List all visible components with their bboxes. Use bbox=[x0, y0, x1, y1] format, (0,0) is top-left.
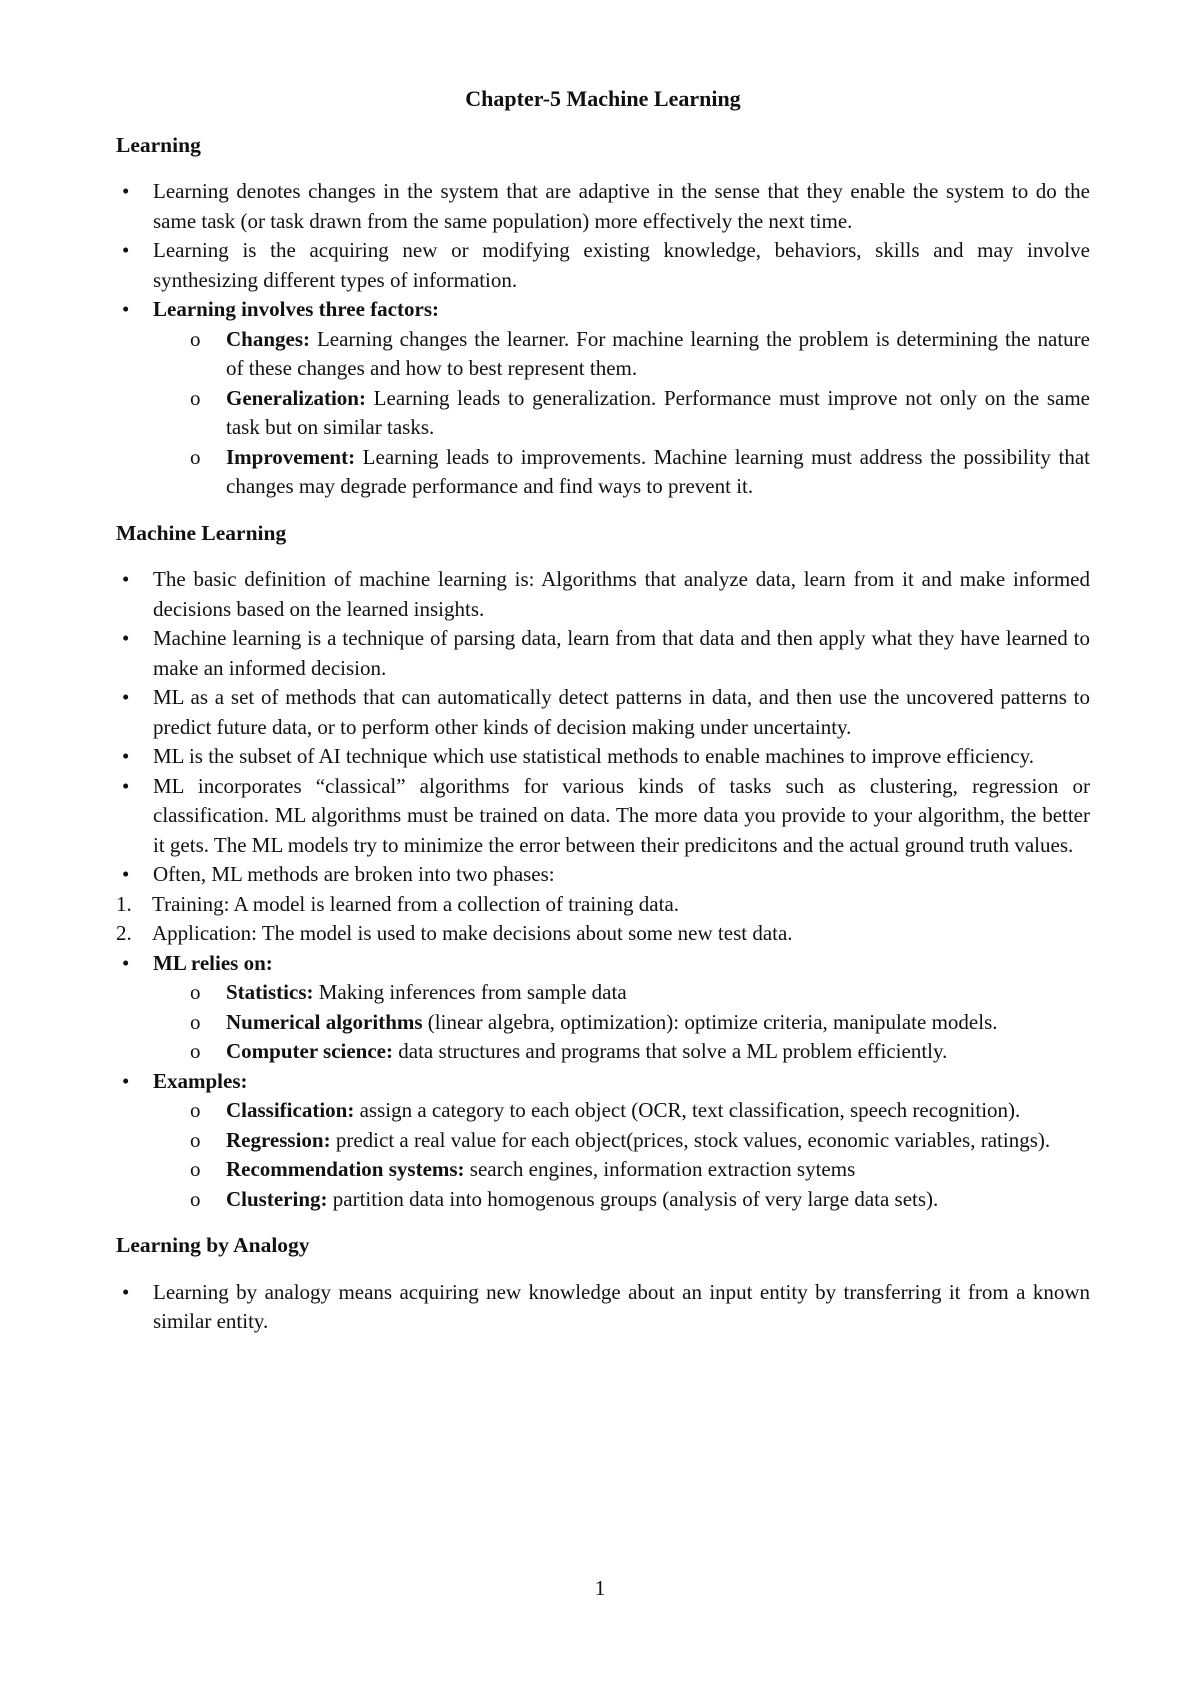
term: Numerical algorithms bbox=[226, 1009, 423, 1034]
sub-list-item bbox=[153, 1185, 1090, 1215]
term: Computer science: bbox=[226, 1039, 393, 1063]
term: Generalization: bbox=[226, 385, 366, 410]
relies-sublist bbox=[153, 978, 1090, 1067]
examples-label: Examples: bbox=[153, 1068, 248, 1093]
sub-list-item bbox=[153, 1096, 1090, 1126]
sub-list-item bbox=[153, 1155, 1090, 1185]
learning-bullet-list bbox=[116, 177, 1090, 502]
item-number: 2. bbox=[116, 921, 132, 945]
page-title: Chapter-5 Machine Learning bbox=[465, 86, 741, 111]
term: Statistics: bbox=[226, 980, 314, 1004]
list-item bbox=[116, 860, 1090, 949]
list-item: • The basic definition of machine learning is: Algorithms that analyze data, learn from it and make informed decisions based on the learned insights. bbox=[116, 565, 1090, 624]
term: Improvement: bbox=[226, 444, 356, 469]
factors-label: Learning involves three factors: bbox=[153, 297, 439, 321]
list-item: • ML as a set of methods that can automatically detect patterns in data, and then use the uncovered patterns to predict future data, or to perform other kinds of decision making under uncertainty. bbox=[116, 683, 1090, 742]
list-item: • ML incorporates “classical” algorithms for various kinds of tasks such as clustering, regression or classification. ML algorithms must be trained on data. The more data you provide to your algorithm, the better it gets. The ML models try to minimize the error between their predicitons and the actual ground truth values. bbox=[116, 772, 1090, 861]
list-item: • Learning denotes changes in the system that are adaptive in the sense that they enable the system to do the same task (or task drawn from the same population) more effectively the next time. bbox=[116, 177, 1090, 236]
sub-list-item bbox=[153, 1126, 1090, 1156]
sub-list-item bbox=[153, 1008, 1090, 1038]
item-number: 1. bbox=[116, 891, 132, 916]
term: Classification: bbox=[226, 1098, 355, 1122]
relies-label: ML relies on: bbox=[153, 950, 273, 975]
list-item: • Learning is the acquiring new or modifying existing knowledge, behaviors, skills and may involve synthesizing different types of information. bbox=[116, 236, 1090, 295]
examples-sublist bbox=[153, 1096, 1090, 1214]
numbered-item bbox=[116, 890, 1090, 920]
term: Regression: bbox=[226, 1127, 331, 1152]
definition: Learning leads to generalization. Performance must improve not only on the same task but on similar tasks. bbox=[226, 385, 1090, 439]
list-item bbox=[116, 1067, 1090, 1215]
phases-numbered-list bbox=[116, 890, 1090, 949]
page-number: 1 bbox=[594, 1576, 606, 1600]
numbered-item bbox=[116, 919, 1090, 949]
section-heading-learning-by-analogy: Learning by Analogy bbox=[116, 1233, 310, 1257]
list-item: • Learning by analogy means acquiring new knowledge about an input entity by transferring it from a known similar entity. bbox=[116, 1278, 1090, 1337]
list-item: • Machine learning is a technique of parsing data, learn from that data and then apply what they have learned to make an informed decision. bbox=[116, 624, 1090, 683]
definition: Learning leads to improvements. Machine learning must address the possibility that changes may degrade performance and find ways to prevent it. bbox=[226, 444, 1090, 498]
sub-list-item bbox=[153, 1037, 1090, 1067]
item-text: Training: A model is learned from a collection of training data. bbox=[152, 891, 680, 916]
definition: Making inferences from sample data bbox=[313, 980, 627, 1004]
item-text: Application: The model is used to make decisions about some new test data. bbox=[152, 921, 793, 945]
definition: (linear algebra, optimization): optimize criteria, manipulate models. bbox=[422, 1009, 998, 1034]
definition: data structures and programs that solve a ML problem efficiently. bbox=[393, 1039, 948, 1063]
section-heading-machine-learning: Machine Learning bbox=[116, 520, 287, 545]
sub-list-item bbox=[153, 325, 1090, 384]
definition: Learning changes the learner. For machine learning the problem is determining the nature of these changes and how to best represent them. bbox=[226, 326, 1090, 380]
sub-list-item bbox=[153, 384, 1090, 443]
definition: assign a category to each object (OCR, text classification, speech recognition). bbox=[354, 1098, 1021, 1122]
definition: partition data into homogenous groups (analysis of very large data sets). bbox=[327, 1186, 939, 1211]
definition: search engines, information extraction sytems bbox=[464, 1157, 856, 1181]
definition: predict a real value for each object(prices, stock values, economic variables, ratings). bbox=[330, 1127, 1051, 1152]
list-item bbox=[116, 295, 1090, 502]
analogy-bullet-list bbox=[116, 1278, 1090, 1337]
term: Recommendation systems: bbox=[226, 1157, 465, 1181]
term: Clustering: bbox=[226, 1186, 328, 1211]
list-item bbox=[116, 949, 1090, 1067]
term: Changes: bbox=[226, 326, 311, 351]
sub-list-item bbox=[153, 443, 1090, 502]
section-heading-learning: Learning bbox=[116, 132, 201, 157]
phases-intro: Often, ML methods are broken into two phases: bbox=[153, 862, 555, 886]
sub-list-item bbox=[153, 978, 1090, 1008]
list-item: • ML is the subset of AI technique which use statistical methods to enable machines to improve efficiency. bbox=[116, 742, 1090, 772]
factors-sublist bbox=[153, 325, 1090, 502]
ml-bullet-list bbox=[116, 565, 1090, 1214]
